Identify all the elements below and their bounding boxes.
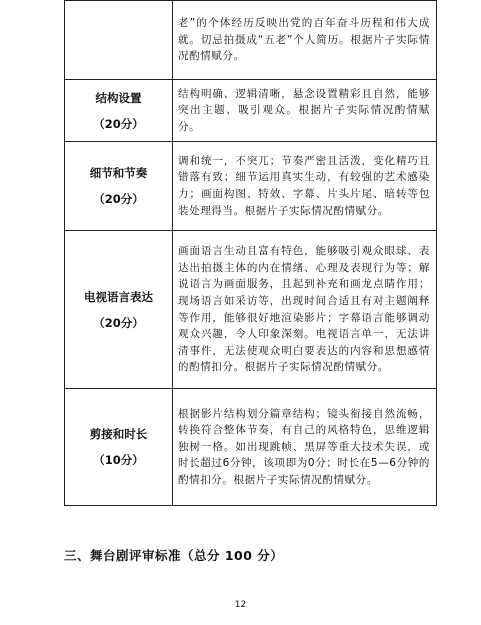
table-row bbox=[65, 142, 437, 231]
table-row bbox=[65, 389, 437, 506]
criterion-name: 结构设置 bbox=[95, 90, 142, 105]
criterion-description: 根据影片结构划分篇章结构；镜头衔接自然流畅，转换符合整体节奏，有自己的风格特色，思维逻辑独树一格。如出现跳帧、黑屏等重大技术失误，或时长超过6分钟，该项即为0分；时长在5—6分钟的酌情扣分。根据片子实际情况酌情赋分。 bbox=[173, 389, 437, 506]
criterion-description: 结构明确、逻辑清晰，悬念设置精彩且自然，能够突出主题、吸引观众。根据片子实际情况酌情赋分。 bbox=[173, 80, 437, 142]
page-number: 12 bbox=[234, 600, 247, 610]
section-heading: 三、舞台剧评审标准（总分 100 分） bbox=[64, 548, 284, 563]
criterion-score: （10分） bbox=[93, 453, 144, 467]
criterion-score: （20分） bbox=[93, 116, 144, 131]
criterion-label-cell bbox=[65, 142, 173, 231]
criterion-score: （20分） bbox=[93, 192, 144, 206]
criterion-label-cell bbox=[65, 80, 173, 142]
criterion-name: 剪接和时长 bbox=[89, 427, 148, 441]
criterion-name: 细节和节奏 bbox=[89, 166, 148, 180]
table-row bbox=[65, 231, 437, 389]
criterion-label-cell bbox=[65, 389, 173, 506]
criterion-description: 画面语言生动且富有特色，能够吸引观众眼球、表达出拍摄主体的内在情绪、心理及表现行为等；解说语言为画面服务，且起到补充和画龙点睛作用；现场语言如采访等，出现时间合适且有对主题阐释等作用，能够很好地渲染影片；字幕语言能够调动观众兴趣，令人印象深刻。电视语言单一，无法讲清事件，无法使观众明白要表达的内容和思想感情的酌情扣分。根据片子实际情况酌情赋分。 bbox=[173, 231, 437, 389]
criterion-description: 老”的个体经历反映出党的百年奋斗历程和伟大成就。切忌拍摄成“五老”个人简历。根据片子实际情况酌情赋分。 bbox=[173, 1, 437, 80]
table-row bbox=[65, 80, 437, 142]
table-row bbox=[65, 1, 437, 80]
criterion-label-cell bbox=[65, 1, 173, 80]
criteria-table bbox=[64, 0, 437, 506]
criterion-name: 电视语言表达 bbox=[84, 289, 153, 304]
criterion-description: 调和统一，不突兀；节奏严密且活泼，变化精巧且错落有致；细节运用真实生动，有较强的艺术感染力；画面构图、特效、字幕、片头片尾、暗转等包装处理得当。根据片子实际情况酌情赋分。 bbox=[173, 142, 437, 231]
criterion-label-cell bbox=[65, 231, 173, 389]
criterion-score: （20分） bbox=[93, 315, 144, 330]
